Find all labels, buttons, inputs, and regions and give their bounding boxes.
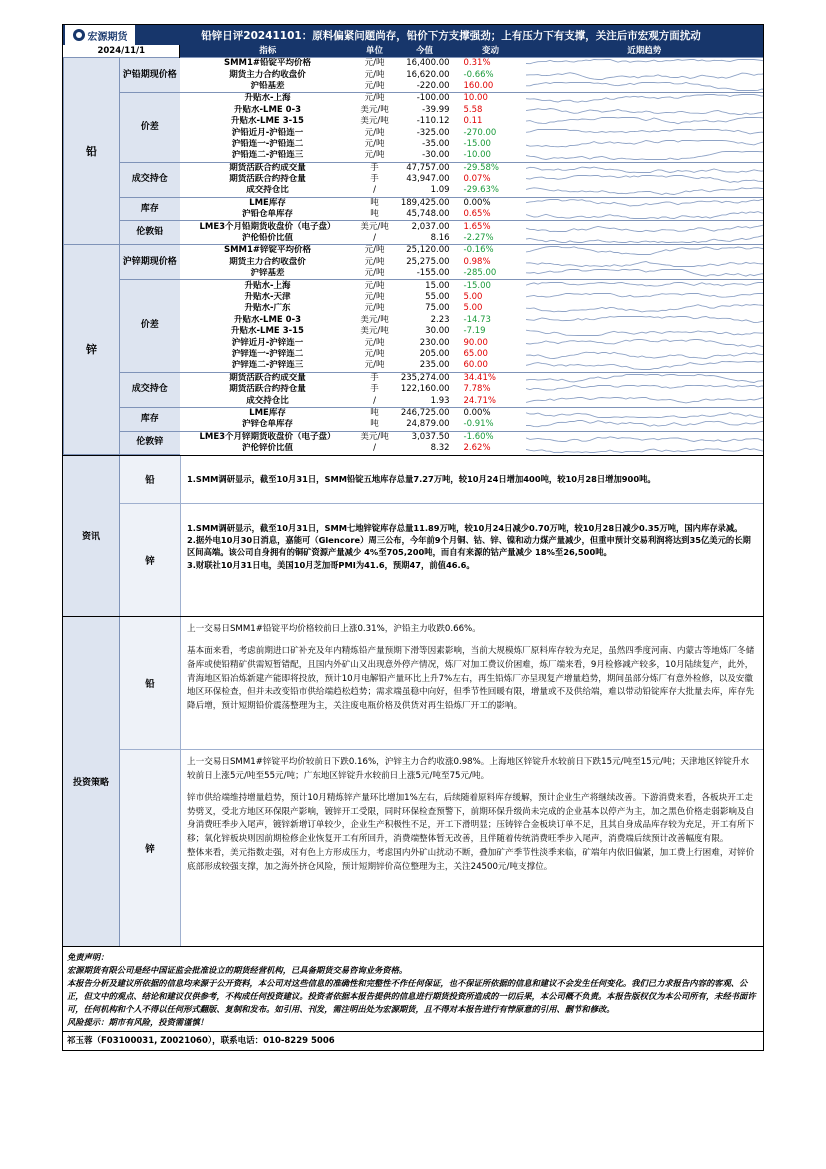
indicator-cell: 升贴水-上海 (244, 93, 291, 104)
value-cell: -155.00 (416, 268, 450, 279)
group-label: 伦敦锌 (120, 431, 180, 454)
strategy-lead-p1: 上一交易日SMM1#铅锭平均价格较前日上涨0.31%，沪铅主力收跌0.66%。 (187, 623, 481, 634)
indicator-cell: 沪铅连二-沪铅连三 (231, 150, 304, 161)
unit-cell: 美元/吨 (360, 314, 389, 325)
unit-cell: 元/吨 (364, 127, 385, 138)
trend-sparkline (526, 221, 763, 233)
indicator-cell: LME3个月铅期货收盘价（电子盘） (199, 221, 336, 232)
change-cell: -7.19 (463, 326, 486, 337)
section-label: 铅 (64, 58, 120, 245)
report-date: 2024/11/1 (64, 45, 180, 58)
unit-cell: 元/吨 (364, 150, 385, 161)
sparkline-svg (526, 105, 763, 116)
value-cell: 1.93 (430, 395, 450, 406)
disclaimer-line2: 本报告分析及建议所依据的信息均来源于公开资料，本公司对这些信息的准确性和完整性不作任何保证，也不保证所依据的信息和建议不会发生任何变化。我们已力求报告内容的客观、公正，但文中的观点、结论和建议仅供参考，不构成任何投资建议。投资者依据本报告提供的信息进行期货投资所造成的一切后果，本公司概不负责。本报告版权仅为本公司所有，未经书面许可，任何机构和个人不得以任何形式翻版、复制和发布。如引用、刊发，需注明出处为宏源期货，且不得对本报告进行有悖原意的引用、删节和修改。 (67, 977, 756, 1014)
company-logo (65, 25, 135, 45)
unit-cell: 美元/吨 (360, 104, 389, 115)
indicator-cell: 升贴水-LME 3-15 (231, 116, 304, 127)
value-cell: 8.16 (430, 233, 450, 244)
sparkline-svg (526, 209, 763, 220)
table-row (64, 407, 764, 419)
strategy-row-lead (120, 617, 763, 750)
group-label: 库存 (120, 197, 180, 221)
sparkline-svg (526, 360, 763, 371)
value-cell: 45,748.00 (406, 209, 450, 220)
table-row (64, 93, 764, 105)
value-cell: 75.00 (425, 303, 450, 314)
sparkline-svg (526, 222, 763, 233)
value-cell: -39.99 (422, 104, 450, 115)
value-cell: 3,037.50 (411, 431, 450, 442)
indicator-cell: 升贴水-LME 3-15 (231, 326, 304, 337)
analyst-contact: 祁玉蓉（F03100031, Z0021060），联系电话：010-8229 5006 (63, 1031, 763, 1050)
sparkline-svg (526, 58, 763, 69)
change-cell: 90.00 (463, 337, 488, 348)
group-label: 价差 (120, 280, 180, 372)
trend-sparkline (526, 127, 763, 138)
indicator-cell: SMM1#锌锭平均价格 (223, 245, 312, 256)
trend-sparkline (526, 58, 763, 70)
trend-sparkline (526, 162, 763, 174)
trend-sparkline (526, 443, 763, 454)
value-cell: -100.00 (416, 93, 450, 104)
sparkline-svg (526, 174, 763, 185)
trend-sparkline (526, 349, 763, 360)
indicator-cell: 升贴水-LME 0-3 (234, 104, 302, 115)
strategy-section (63, 616, 763, 946)
strategy-label-lead: 铅 (120, 617, 181, 749)
indicator-cell: LME3个月锌期货收盘价（电子盘） (199, 431, 336, 442)
unit-cell: 手 (370, 162, 379, 173)
strategy-label-zinc: 锌 (120, 750, 181, 946)
indicator-cell: LME库存 (249, 407, 286, 418)
change-cell: -285.00 (463, 268, 497, 279)
sparkline-svg (526, 70, 763, 81)
unit-cell: 元/吨 (364, 58, 385, 69)
unit-cell: 元/吨 (364, 256, 385, 267)
info-label-zinc: 锌 (120, 504, 181, 616)
change-cell: -0.91% (463, 419, 494, 430)
trend-sparkline (526, 326, 763, 337)
indicator-cell: 升贴水-广东 (244, 303, 291, 314)
col-change: 变动 (456, 45, 526, 58)
change-cell: 60.00 (463, 360, 488, 371)
change-cell: 10.00 (463, 93, 488, 104)
trend-sparkline (526, 209, 763, 221)
indicator-cell: 期货主力合约收盘价 (229, 69, 306, 80)
change-cell: 34.41% (463, 372, 496, 383)
info-section (63, 455, 763, 616)
disclaimer (63, 946, 763, 1031)
report-header (63, 25, 763, 45)
change-cell: 0.31% (463, 58, 491, 69)
sparkline-svg (526, 292, 763, 303)
indicator-cell: 沪铅连一-沪铅连二 (231, 138, 304, 149)
sparkline-svg (526, 198, 763, 209)
strategy-section-title: 投资策略 (63, 617, 120, 946)
unit-cell: 元/吨 (364, 280, 385, 291)
unit-cell: / (373, 443, 376, 454)
indicator-cell: 成交持仓比 (246, 395, 289, 406)
indicator-cell: 沪锌连二-沪锌连三 (231, 360, 304, 371)
change-cell: -0.16% (463, 245, 494, 256)
trend-sparkline (526, 384, 763, 395)
value-cell: 122,160.00 (400, 384, 450, 395)
report-page (62, 24, 764, 1051)
sparkline-svg (526, 281, 763, 292)
logo-text: 宏源期货 (87, 31, 128, 43)
indicator-cell: LME库存 (249, 197, 286, 208)
change-cell: -10.00 (463, 150, 491, 161)
value-cell: 15.00 (425, 280, 450, 291)
trend-sparkline (526, 268, 763, 280)
value-cell: 2,037.00 (411, 221, 450, 232)
col-today: 今值 (394, 45, 456, 58)
sparkline-svg (526, 384, 763, 395)
sparkline-svg (526, 233, 763, 244)
strategy-row-zinc (120, 750, 763, 946)
sparkline-svg (526, 396, 763, 407)
sparkline-svg (526, 116, 763, 127)
unit-cell: 美元/吨 (360, 431, 389, 442)
trend-sparkline (526, 303, 763, 314)
trend-sparkline (526, 245, 763, 257)
sparkline-svg (526, 185, 763, 196)
sparkline-svg (526, 408, 763, 419)
change-cell: 5.00 (463, 303, 483, 314)
trend-sparkline (526, 197, 763, 209)
unit-cell: 元/吨 (364, 360, 385, 371)
info-row-zinc (120, 504, 763, 616)
change-cell: 5.00 (463, 292, 483, 302)
value-cell: 43,947.00 (406, 174, 450, 185)
change-cell: 24.71% (463, 395, 496, 406)
table-row (64, 197, 764, 209)
change-cell: 1.65% (463, 221, 491, 232)
indicator-cell: SMM1#铅锭平均价格 (223, 58, 312, 69)
disclaimer-risk: 风险提示：期市有风险，投资需谨慎！ (67, 1016, 209, 1027)
trend-sparkline (526, 257, 763, 268)
value-cell: 16,400.00 (406, 58, 450, 69)
unit-cell: 元/吨 (364, 348, 385, 359)
change-cell: 5.58 (463, 104, 483, 115)
info-text-lead: 1.SMM调研显示，截至10月31日，SMM铅锭五地库存总量7.27万吨，较10月24日增加400吨，较10月28日增加900吨。 (187, 474, 656, 485)
unit-cell: 吨 (370, 419, 379, 430)
info-section-title: 资讯 (63, 456, 120, 616)
group-label: 成交持仓 (120, 372, 180, 407)
trend-sparkline (526, 174, 763, 185)
indicator-cell: 沪伦锌价比值 (242, 443, 294, 454)
table-row (64, 280, 764, 292)
group-label: 沪锌期现价格 (120, 245, 180, 280)
trend-sparkline (526, 372, 763, 384)
indicator-cell: 沪锌连一-沪锌连二 (231, 348, 304, 359)
unit-cell: 美元/吨 (360, 326, 389, 337)
table-row (64, 431, 764, 443)
group-label: 价差 (120, 93, 180, 162)
change-cell: -15.00 (463, 280, 491, 291)
value-cell: 2.23 (430, 314, 450, 325)
unit-cell: 元/吨 (364, 93, 385, 104)
indicator-cell: 沪铅近月-沪铅连一 (231, 127, 304, 138)
table-row (64, 221, 764, 233)
unit-cell: 美元/吨 (360, 221, 389, 232)
sparkline-svg (526, 338, 763, 349)
sparkline-svg (526, 419, 763, 430)
trend-sparkline (526, 93, 763, 105)
change-cell: -0.66% (463, 69, 494, 80)
value-cell: 8.32 (430, 443, 450, 454)
trend-sparkline (526, 81, 763, 93)
unit-cell: / (373, 395, 376, 406)
indicator-cell: 沪伦铅价比值 (242, 233, 294, 244)
unit-cell: 元/吨 (364, 138, 385, 149)
table-row (64, 162, 764, 174)
col-indicator: 指标 (180, 45, 356, 58)
unit-cell: 元/吨 (364, 80, 385, 91)
trend-sparkline (526, 419, 763, 431)
indicator-cell: 升贴水-上海 (244, 280, 291, 291)
sparkline-svg (526, 128, 763, 139)
indicator-cell: 期货活跃合约持仓量 (229, 384, 306, 395)
indicator-cell: 沪锌基差 (250, 268, 285, 279)
unit-cell: 美元/吨 (360, 116, 389, 127)
indicator-cell: 期货活跃合约成交量 (229, 162, 306, 173)
trend-sparkline (526, 150, 763, 162)
indicator-cell: 期货主力合约收盘价 (229, 256, 306, 267)
unit-cell: 元/吨 (364, 292, 385, 302)
unit-cell: 元/吨 (364, 69, 385, 80)
sparkline-svg (526, 150, 763, 161)
col-unit: 单位 (356, 45, 394, 58)
change-cell: 0.11 (463, 116, 483, 127)
disclaimer-title: 免责声明： (67, 951, 109, 962)
indicator-cell: 成交持仓比 (246, 185, 289, 196)
value-cell: 16,620.00 (406, 69, 450, 80)
indicator-cell: 升贴水-LME 0-3 (234, 314, 302, 325)
change-cell: 2.62% (463, 443, 491, 454)
report-title: 铅锌日评20241101：原料偏紧问题尚存，铅价下方支撑强劲；上有压力下有支撑，关注后市宏观方面扰动 (201, 29, 701, 42)
sparkline-svg (526, 303, 763, 314)
unit-cell: 吨 (370, 209, 379, 220)
change-cell: -1.60% (463, 431, 494, 442)
change-cell: 0.00% (463, 197, 491, 208)
sparkline-svg (526, 432, 763, 443)
unit-cell: 吨 (370, 407, 379, 418)
change-cell: 0.00% (463, 407, 491, 418)
trend-sparkline (526, 116, 763, 127)
info-text-zinc: 1.SMM调研显示，截至10月31日，SMM七地锌锭库存总量11.89万吨，较10月24日减少0.70万吨，较10月28日减少0.35万吨，国内库存录减。 2.据外电10月30日消息，嘉能可（Glencore）周三公布，今年前9个月铜、钴、锌、镍和动力煤产量减少，但重申预计交易利润将达到35亿美元的长期区间高端。该公司自身拥有的铜矿资源产量减少 4%至705,200吨，而自有来源的钴产量减少 18%至26,500吨。 3.财联社10月31日电，美国10月芝加哥PMI为41.6，预期47，前值46.6。 (187, 522, 751, 570)
value-cell: -35.00 (422, 138, 450, 149)
change-cell: 0.98% (463, 256, 491, 267)
value-cell: -110.12 (416, 116, 450, 127)
value-cell: 230.00 (419, 337, 450, 348)
indicator-cell: 沪铅基差 (250, 80, 285, 91)
change-cell: -270.00 (463, 127, 497, 138)
strategy-zinc-p1: 上一交易日SMM1#锌锭平均价较前日下跌0.16%，沪锌主力合约收涨0.98%。上海地区锌锭升水较前日下跌15元/吨至15元/吨；天津地区锌锭升水较前日上涨5元/吨至55元/吨；广东地区锌锭升水较前日上涨5元/吨至75元/吨。 (187, 756, 750, 781)
column-header-row (64, 45, 764, 58)
unit-cell: 元/吨 (364, 337, 385, 348)
sparkline-svg (526, 373, 763, 384)
info-row-lead (120, 456, 763, 504)
trend-sparkline (526, 292, 763, 303)
sparkline-svg (526, 245, 763, 256)
change-cell: 160.00 (463, 80, 494, 91)
trend-sparkline (526, 280, 763, 292)
sparkline-svg (526, 443, 763, 454)
strategy-text-zinc (181, 750, 763, 946)
value-cell: 205.00 (419, 348, 450, 359)
unit-cell: 手 (370, 372, 379, 383)
value-cell: 235.00 (419, 360, 450, 371)
unit-cell: / (373, 233, 376, 244)
change-cell: -15.00 (463, 138, 491, 149)
sparkline-svg (526, 349, 763, 360)
group-label: 成交持仓 (120, 162, 180, 197)
trend-sparkline (526, 139, 763, 150)
change-cell: -29.58% (463, 162, 499, 173)
sparkline-svg (526, 93, 763, 104)
sparkline-svg (526, 257, 763, 268)
disclaimer-line1: 宏源期货有限公司是经中国证监会批准设立的期货经营机构，已具备期货交易咨询业务资格。 (67, 964, 408, 975)
value-cell: 25,275.00 (406, 256, 450, 267)
unit-cell: 手 (370, 384, 379, 395)
strategy-lead-p2: 基本面来看，考虑前期进口矿补充及年内精炼铅产量预期下滑等因素影响，当前大规模炼厂原料库存较为充足，虽然四季度河南、内蒙古等地炼厂冬储备库或使铅精矿供需短暂错配，且国内外矿山又出现意外停产情况，炼厂对加工费议价困难，炼厂端来看，9月检修减产较多，10月陆续复产，此外，青海地区铅冶炼新建产能即将投放，预计10月电解铅产量环比上升7%左右，再生铅炼厂亦呈现复产增量趋势，期间虽部分炼厂有意外检修，以及安徽地区环保检查，但并未改变铅市供给端趋松趋势；需求端虽稳中向好，但季节性回暖有限，增量或不及供给端，难以带动铅锭库存大批量去库，库存先降后增，预计短期铅价震荡整理为主，关注废电瓶价格及供货对再生铅炼厂开工的影响。 (187, 645, 755, 712)
section-label: 锌 (64, 245, 120, 455)
value-cell: 24,879.00 (406, 419, 450, 430)
value-cell: 30.00 (425, 326, 450, 337)
unit-cell: 元/吨 (364, 268, 385, 279)
trend-sparkline (526, 315, 763, 326)
col-trend: 近期趋势 (526, 45, 763, 58)
logo-mark-icon (73, 29, 85, 41)
trend-sparkline (526, 105, 763, 116)
change-cell: 0.65% (463, 209, 491, 220)
sparkline-svg (526, 315, 763, 326)
value-cell: 25,120.00 (406, 245, 450, 256)
trend-sparkline (526, 407, 763, 419)
trend-sparkline (526, 431, 763, 443)
change-cell: 7.78% (463, 384, 491, 395)
unit-cell: / (373, 185, 376, 196)
trend-sparkline (526, 395, 763, 407)
sparkline-svg (526, 268, 763, 279)
unit-cell: 吨 (370, 197, 379, 208)
change-cell: -2.27% (463, 233, 494, 244)
value-cell: 189,425.00 (400, 197, 450, 208)
trend-sparkline (526, 360, 763, 372)
indicator-cell: 期货活跃合约成交量 (229, 372, 306, 383)
trend-sparkline (526, 69, 763, 80)
indicator-cell: 升贴水-天津 (244, 292, 291, 302)
unit-cell: 元/吨 (364, 303, 385, 314)
table-row (64, 58, 764, 70)
sparkline-svg (526, 139, 763, 150)
trend-sparkline (526, 233, 763, 245)
trend-sparkline (526, 337, 763, 348)
table-row (64, 372, 764, 384)
value-cell: 235,274.00 (400, 372, 450, 383)
trend-sparkline (526, 185, 763, 197)
group-label: 沪铅期现价格 (120, 58, 180, 93)
indicator-cell: 沪锌近月-沪锌连一 (231, 337, 304, 348)
group-label: 库存 (120, 407, 180, 431)
value-cell: -325.00 (416, 127, 450, 138)
change-cell: -14.73 (463, 314, 491, 325)
strategy-zinc-p2: 锌市供给端维持增量趋势，预计10月精炼锌产量环比增加1%左右，后续随着原料库存缓解，预计企业生产将继续改善。下游消费来看，各板块开工走势劈叉，受北方地区环保限产影响，镀锌开工受限，同时环保检查预警下，前期环保升级尚未完成的企业基本以停产为主，加之黑色价格走弱影响及自身消费旺季步入尾声，镀锌新增订单较少，企业生产积极性不足，开工下滑明显；压铸锌合金板块订单不足，且其自身成品库存较为充足，开工有所下移；氧化锌板块则因前期检修企业恢复开工有所回升，消费端整体暂无改善，且伴随着传统消费旺季步入尾声，消费端后续预计改善幅度有限。 整体来看，美元指数走强，对有色上方形成压力，考虑国内外矿山扰动不断，叠加矿产季节性淡季来临，矿端年内依旧偏紧，加工费上行困难，对锌价底部形成较强支撑，加之海外挤仓风险，预计短期锌价高位整理为主，关注24500元/吨支撑位。 (187, 792, 755, 873)
value-cell: -220.00 (416, 80, 450, 91)
value-cell: 47,757.00 (406, 162, 450, 173)
data-table (63, 45, 763, 455)
unit-cell: 手 (370, 174, 379, 185)
indicator-cell: 沪铅仓单库存 (242, 209, 294, 220)
value-cell: 55.00 (425, 292, 450, 302)
sparkline-svg (526, 81, 763, 92)
change-cell: -29.63% (463, 185, 499, 196)
indicator-cell: 沪锌仓单库存 (242, 419, 294, 430)
strategy-text-lead (181, 617, 763, 749)
value-cell: 1.09 (430, 185, 450, 196)
change-cell: 0.07% (463, 174, 491, 185)
unit-cell: 元/吨 (364, 245, 385, 256)
value-cell: -30.00 (422, 150, 450, 161)
sparkline-svg (526, 326, 763, 337)
group-label: 伦敦铅 (120, 221, 180, 245)
info-label-lead: 铅 (120, 456, 181, 503)
indicator-cell: 期货活跃合约持仓量 (229, 174, 306, 185)
change-cell: 65.00 (463, 348, 488, 359)
sparkline-svg (526, 163, 763, 174)
value-cell: 246,725.00 (400, 407, 450, 418)
table-row (64, 245, 764, 257)
